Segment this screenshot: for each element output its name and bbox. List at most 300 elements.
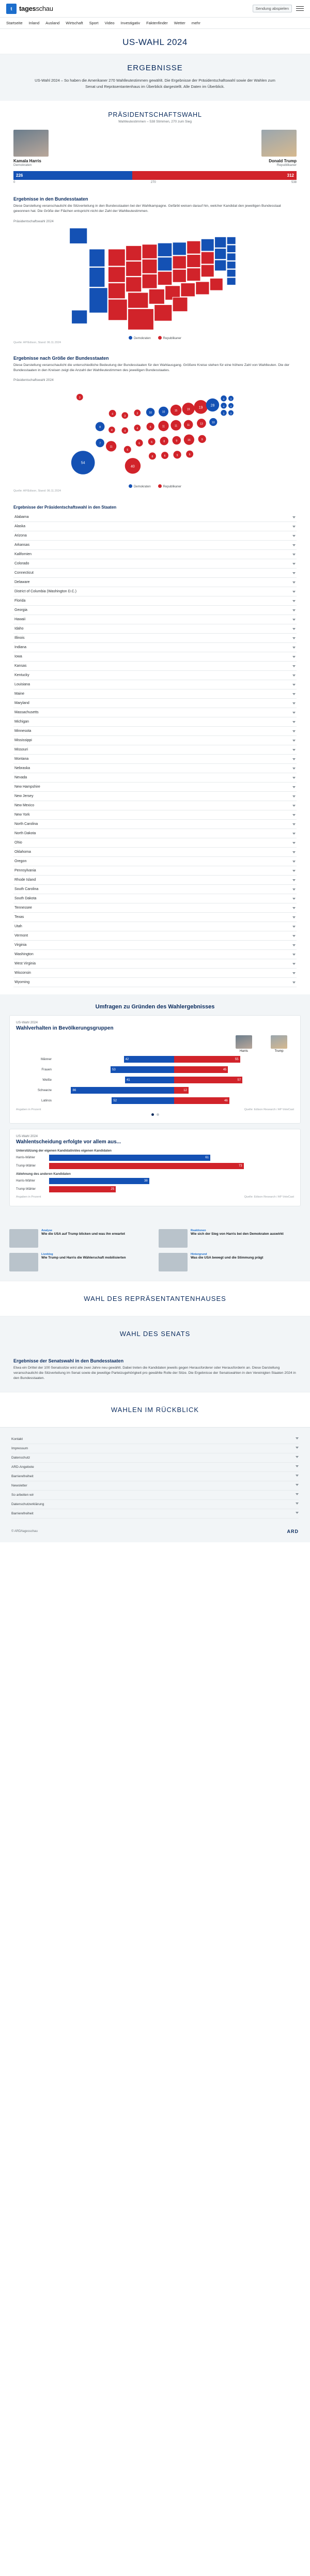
state-name: Georgia [14,608,27,612]
state-name: Oregon [14,860,27,863]
choropleth-map[interactable] [13,225,297,334]
state-name: Texas [14,915,24,919]
chevron-down-icon [292,888,296,891]
state-name: Iowa [14,655,22,658]
chevron-down-icon [292,795,296,798]
state-row[interactable] [13,857,297,866]
footer-link-label: Barrierefreiheit [11,1474,34,1478]
bubble-map-label: Präsidentschaftswahl 2024 [13,378,54,382]
state-row[interactable] [13,876,297,885]
poll-row [16,1096,294,1105]
svg-text:3: 3 [136,412,138,416]
state-row[interactable] [13,689,297,699]
poll-group-2-row [16,1178,294,1184]
map1-source: Quelle: AP/Edison, Stand: 06.11.2024 [13,341,61,344]
state-name: Virginia [14,943,27,947]
bubble-map[interactable] [13,384,297,482]
state-name: Louisiana [14,683,30,686]
results-intro-section [0,54,310,101]
poll-card-2-title: Wahlentscheidung erfolgte vor allem aus... [16,1139,121,1145]
state-row[interactable] [13,866,297,876]
chevron-down-icon [292,777,296,779]
svg-text:9: 9 [201,438,203,441]
svg-text:4: 4 [136,427,138,431]
poll-row-label: Männer [41,1057,52,1061]
teaser-image-2 [159,1229,188,1248]
bar-scale [13,181,297,184]
state-row[interactable] [13,764,297,773]
results-heading: ERGEBNISSE [127,64,183,72]
state-row[interactable] [13,596,297,606]
state-row[interactable] [13,810,297,820]
state-row[interactable] [13,587,297,596]
svg-text:6: 6 [151,441,153,444]
nav-item-3[interactable]: Wirtschaft [66,21,83,25]
nav-item-1[interactable]: Inland [28,21,40,25]
legend-label-republicans-2: Republikaner [163,485,182,488]
state-row[interactable] [13,531,297,541]
svg-text:40: 40 [131,465,135,469]
state-row[interactable] [13,978,297,987]
chevron-down-icon [292,665,296,667]
state-row[interactable] [13,615,297,624]
poll-group-2-row [16,1186,294,1192]
svg-text:54: 54 [81,461,85,465]
candidate-trump [209,130,297,167]
footer-link[interactable] [11,1444,299,1453]
poll-row [16,1086,294,1095]
chevron-down-icon [292,963,296,965]
chevron-down-icon [292,916,296,918]
state-name: New Jersey [14,794,34,798]
teaser-image-3 [9,1253,38,1271]
state-row[interactable] [13,969,297,978]
candidate-row [13,130,297,167]
svg-text:28: 28 [210,404,215,408]
nav-item-4[interactable]: Sport [89,21,99,25]
state-name: Montana [14,757,29,761]
chevron-down-icon [292,712,296,714]
chevron-down-icon [292,591,296,593]
svg-text:5: 5 [127,449,129,452]
state-name: Missouri [14,748,28,752]
harris-votes: 226 [13,171,132,180]
teaser-kicker: Reaktionen [191,1229,206,1232]
state-row[interactable] [13,643,297,652]
state-name: Vermont [14,934,28,938]
state-row[interactable] [13,792,297,801]
state-row[interactable] [13,736,297,745]
svg-text:3: 3 [230,412,232,415]
top-bar [0,0,310,18]
state-name: Nevada [14,776,27,779]
scale-mid: 270 [150,181,156,185]
poll-row [16,1055,294,1064]
harris-party: Demokraten [13,163,32,167]
poll-row-right-value: 57 [174,1077,242,1083]
state-row[interactable] [13,699,297,708]
tagesschau-logo-icon: t [6,4,17,14]
nav-item-0[interactable]: Startseite [6,21,23,25]
footer-link[interactable] [11,1500,299,1509]
state-name: Hawaii [14,618,26,621]
poll-row-left-value: 42 [124,1056,174,1063]
review-section-title: WAHLEN IM RÜCKBLICK [0,1392,310,1427]
state-name: Kentucky [14,673,29,677]
chevron-down-icon [292,637,296,639]
state-name: District of Columbia (Washington D.C.) [14,590,76,593]
bubble-map-heading: Ergebnisse nach Größe der Bundesstaaten [13,355,109,361]
state-name: Oklahoma [14,850,31,854]
state-row[interactable] [13,894,297,903]
chevron-down-icon [292,842,296,844]
poll-row-right-value: 46 [174,1097,229,1104]
state-name: West Virginia [14,962,36,965]
state-map-section [0,189,310,348]
poll-card-1-footer [16,1108,294,1111]
poll-row [16,1065,294,1074]
state-row[interactable] [13,578,297,587]
chevron-down-icon [292,554,296,556]
poll-row-right-bar [174,1077,294,1083]
poll-group-1-label: Harris-Wähler [16,1156,36,1159]
chevron-down-icon [292,619,296,621]
chevron-down-icon [292,749,296,751]
state-row[interactable] [13,662,297,671]
state-row[interactable] [13,820,297,829]
state-name: Idaho [14,627,24,631]
trump-label: Trump [274,1050,284,1053]
footer-link-label: Datenschutzerklärung [11,1502,44,1506]
nav-item-2[interactable]: Ausland [45,21,60,25]
footer-bottom [0,1524,310,1542]
state-row[interactable] [13,745,297,755]
state-row[interactable] [13,559,297,569]
state-row[interactable] [13,913,297,922]
state-name: Maryland [14,701,29,705]
footer-links [0,1427,310,1524]
tagesschau-logo[interactable] [6,4,53,14]
state-row[interactable] [13,950,297,959]
state-name: Alabama [14,515,29,519]
footer-link[interactable] [11,1453,299,1463]
state-name: Indiana [14,646,26,649]
menu-icon[interactable] [296,6,304,11]
state-row[interactable] [13,801,297,810]
state-row[interactable] [13,569,297,578]
state-row[interactable] [13,755,297,764]
state-name: Wyoming [14,980,30,984]
state-row[interactable] [13,959,297,969]
carousel-dots[interactable] [16,1113,294,1116]
chevron-down-icon [296,1512,299,1514]
chevron-down-icon [292,516,296,518]
chevron-down-icon [292,851,296,853]
state-row[interactable] [13,550,297,559]
electoral-vote-bar [13,171,297,180]
state-name: Nebraska [14,766,30,770]
state-name: South Dakota [14,897,37,900]
teaser-title: Wie Trump und Harris die Wählerschaft mobilisierten [41,1256,126,1260]
chevron-down-icon [292,982,296,984]
carousel-dot-2[interactable] [157,1113,159,1116]
poll-group-1-label: Trump-Wähler [16,1164,36,1168]
poll-row-label: Weiße [42,1078,52,1082]
footer-link-label: Kontakt [11,1437,23,1441]
chevron-down-icon [292,823,296,825]
poll-card-2-note: Angaben in Prozent [16,1195,41,1199]
trump-party: Republikaner [276,163,297,167]
state-row[interactable] [13,829,297,838]
ard-logo: ARD [287,1528,299,1534]
state-row[interactable] [13,541,297,550]
teaser-card[interactable] [159,1253,301,1271]
footer-link[interactable] [11,1491,299,1500]
chevron-down-icon [292,861,296,863]
poll-group-2-label: Harris-Wähler [16,1179,36,1183]
chevron-down-icon [292,879,296,881]
state-name: Rhode Island [14,878,36,882]
chevron-down-icon [292,526,296,528]
svg-text:3: 3 [124,415,126,418]
map2-legend [13,484,297,488]
main-navigation [0,18,310,29]
footer-link[interactable] [11,1481,299,1491]
svg-text:13: 13 [200,422,203,426]
poll-row-right-bar [174,1066,294,1073]
page-title: US-WAHL 2024 [0,29,310,54]
legend-label-republicans: Republikaner [163,336,182,340]
state-name: Kalifornien [14,553,32,556]
svg-text:9: 9 [176,454,178,457]
state-name: Delaware [14,580,30,584]
poll-row-left-value: 53 [111,1066,174,1073]
state-row[interactable] [13,838,297,848]
footer-link[interactable] [11,1463,299,1472]
state-name: New York [14,813,30,817]
nav-item-7[interactable]: Faktenfinder [146,21,168,25]
chevron-down-icon [292,907,296,909]
svg-text:11: 11 [162,425,165,428]
state-row[interactable] [13,727,297,736]
state-name: Arizona [14,534,27,538]
chevron-down-icon [292,563,296,565]
teaser-title: Wie sich der Sieg von Harris bei den Demokraten auswirkt [191,1232,284,1236]
state-row[interactable] [13,671,297,680]
state-name: Illinois [14,636,25,640]
svg-text:6: 6 [149,425,151,429]
poll-group-1-title: Unterstützung der eigenen Kandidatin/des eigenen Kandidaten [16,1149,112,1153]
svg-text:19: 19 [198,406,203,410]
state-row[interactable] [13,522,297,531]
svg-text:4: 4 [111,429,113,433]
state-name: Connecticut [14,571,34,575]
chevron-down-icon [292,935,296,937]
chevron-down-icon [296,1437,299,1439]
poll-group-1-row [16,1155,294,1161]
state-row[interactable] [13,708,297,717]
chevron-down-icon [296,1502,299,1505]
chevron-down-icon [292,600,296,602]
logo-text [19,5,53,12]
teaser-card[interactable] [9,1229,151,1248]
state-row[interactable] [13,885,297,894]
poll-card-1-candidates [16,1035,294,1053]
poll-card-2-source: Quelle: Edison Research / AP VoteCast [244,1195,294,1199]
state-list [0,513,310,994]
svg-text:6: 6 [164,454,166,458]
state-name: New Mexico [14,804,35,807]
teaser-title: Wie die USA auf Trump blicken und was ihn erwartet [41,1232,125,1236]
poll-row-right-value: 45 [174,1066,228,1073]
chevron-down-icon [292,730,296,732]
nav-item-8[interactable]: Wetter [174,21,185,25]
results-intro-text: US-Wahl 2024 – So haben die Amerikaner 270 Wahlleutestimmen gewählt. Die Ergebnisse der Präsidentschaftswahl sowie der Wahlen zum Senat und Repräsentantenhaus im Überblick dargestellt. Alle Daten im Überblick. [35,78,275,89]
poll-row-left-bar [54,1087,174,1094]
poll-card-1-title: Wahlverhalten in Bevölkerungsgruppen [16,1025,114,1031]
poll-candidate-trump [268,1035,290,1053]
poll-card-2-footer [16,1195,294,1199]
state-name: Ohio [14,841,22,845]
footer-link-label: Newsletter [11,1483,27,1488]
poll-group-2-title: Ablehnung des anderen Kandidaten [16,1172,71,1176]
chevron-down-icon [296,1475,299,1477]
state-row[interactable] [13,624,297,634]
article-teasers [0,1223,310,1281]
bubble-map-section [0,348,310,497]
harris-name: Kamala Harris [13,159,41,164]
chevron-down-icon [292,693,296,695]
senate-note-heading: Ergebnisse der Senatswahl in den Bundesstaaten [13,1358,124,1363]
state-row[interactable] [13,652,297,662]
svg-text:9: 9 [176,439,178,443]
trump-votes: 312 [132,171,297,180]
state-row[interactable] [13,717,297,727]
chevron-down-icon [296,1447,299,1449]
house-section-title: WAHL DES REPRÄSENTANTENHAUSES [0,1281,310,1316]
footer-link[interactable] [11,1435,299,1444]
svg-text:4: 4 [230,405,232,408]
poll-row-right-value: 12 [174,1087,189,1094]
footer-link[interactable] [11,1509,299,1519]
footer-link-label: So arbeiten wir [11,1493,34,1497]
map1-legend [13,336,297,340]
state-name: North Carolina [14,822,38,826]
state-row[interactable] [13,903,297,913]
presidential-section [0,101,310,189]
chevron-down-icon [292,647,296,649]
poll-row-label: Schwarze [37,1088,52,1092]
state-map-text: Diese Darstellung veranschaulicht die Sitzverteilung in den Bundesstaaten bei der Wahlkampagne. Gefärbt weisen darauf hin, welcher Kandidat den jeweiligen Bundesstaat gewonnen hat. Die Größe der Flächen entspricht nicht der Zahl der Wahlleutestimmen. [13,204,281,213]
poll-card-2-kicker: US-Wahl 2024 [16,1134,38,1138]
state-row[interactable] [13,606,297,615]
chevron-down-icon [292,572,296,574]
svg-text:3: 3 [223,412,225,415]
play-broadcast-button[interactable]: Sendung abspielen [253,5,292,12]
state-name: Colorado [14,562,29,565]
nav-item-9[interactable]: mehr [191,21,200,25]
poll-group-2-label: Trump-Wähler [16,1188,36,1191]
state-name: North Dakota [14,832,36,835]
state-row[interactable] [13,783,297,792]
chevron-down-icon [292,972,296,974]
footer-link[interactable] [11,1472,299,1481]
poll-card-1-kicker: US-Wahl 2024 [16,1021,38,1024]
state-row[interactable] [13,922,297,931]
chevron-down-icon [292,656,296,658]
poll-group-1-value: 73 [49,1163,244,1169]
presidential-heading: PRÄSIDENTSCHAFTSWAHL [108,111,202,119]
state-name: Michigan [14,720,29,724]
senate-note-text: Etwa ein Drittel der 100 Senatssitze wird alle zwei Jahre neu gewählt. Dabei treten die Kandidaten jeweils gegen Herausforderer oder Herausforderin an. Diese Darstellung veranschaulicht die Sitzverteilung im Senat sowie die jeweilige Parteizugehörigkeit pro gewählte Rolle der Sitze. Die Ergebnisse der Senatswahlen in den Vereinigten Staaten 2024 in den Bundesstaaten. [13,1366,296,1381]
top-bar-right [253,5,304,12]
chevron-down-icon [292,926,296,928]
teaser-kicker: Hintergrund [191,1253,207,1256]
chevron-down-icon [292,954,296,956]
chevron-down-icon [296,1456,299,1458]
svg-text:3: 3 [230,397,232,401]
chevron-down-icon [292,684,296,686]
chevron-down-icon [292,535,296,537]
state-row[interactable] [13,513,297,522]
teaser-card[interactable] [9,1253,151,1271]
state-row[interactable] [13,931,297,941]
poll-row-right-bar [174,1097,294,1104]
state-row[interactable] [13,634,297,643]
svg-text:19: 19 [187,408,190,411]
legend-label-democrats-2: Demokraten [133,485,151,488]
state-name: Tennessee [14,906,32,910]
state-row[interactable] [13,680,297,689]
poll-row-right-bar [174,1056,294,1063]
carousel-dot-1[interactable] [151,1113,154,1116]
poll-row-left-bar [54,1097,174,1104]
poll-candidate-harris [233,1035,255,1053]
svg-text:11: 11 [174,424,178,428]
nav-item-5[interactable]: Video [104,21,115,25]
poll-card-voter-groups [9,1015,301,1124]
nav-item-6[interactable]: Investigativ [120,21,141,25]
state-row[interactable] [13,941,297,950]
candidate-harris [13,130,101,167]
teaser-card[interactable] [159,1229,301,1248]
poll-row-left-value: 52 [112,1097,174,1104]
state-name: Kansas [14,664,27,668]
logo-primary: tages [19,5,36,12]
chevron-down-icon [292,768,296,770]
trump-photo [261,130,297,157]
us-bubble-map-svg [13,384,297,482]
chevron-down-icon [296,1465,299,1467]
svg-text:8: 8 [99,425,101,429]
state-row[interactable] [13,773,297,783]
poll-row-right-value: 55 [174,1056,240,1063]
senate-note [0,1351,310,1392]
state-name: Pennsylvania [14,869,36,872]
poll-group-1-value: 61 [49,1155,210,1161]
footer-link-label: Datenschutz [11,1455,30,1460]
chevron-down-icon [292,721,296,723]
state-map-heading: Ergebnisse in den Bundesstaaten [13,196,88,202]
trump-photo [271,1035,287,1049]
chevron-down-icon [292,740,296,742]
state-name: Arkansas [14,543,30,547]
harris-photo [13,130,49,157]
chevron-down-icon [292,833,296,835]
svg-text:4: 4 [124,430,126,433]
state-row[interactable] [13,848,297,857]
chevron-down-icon [292,805,296,807]
